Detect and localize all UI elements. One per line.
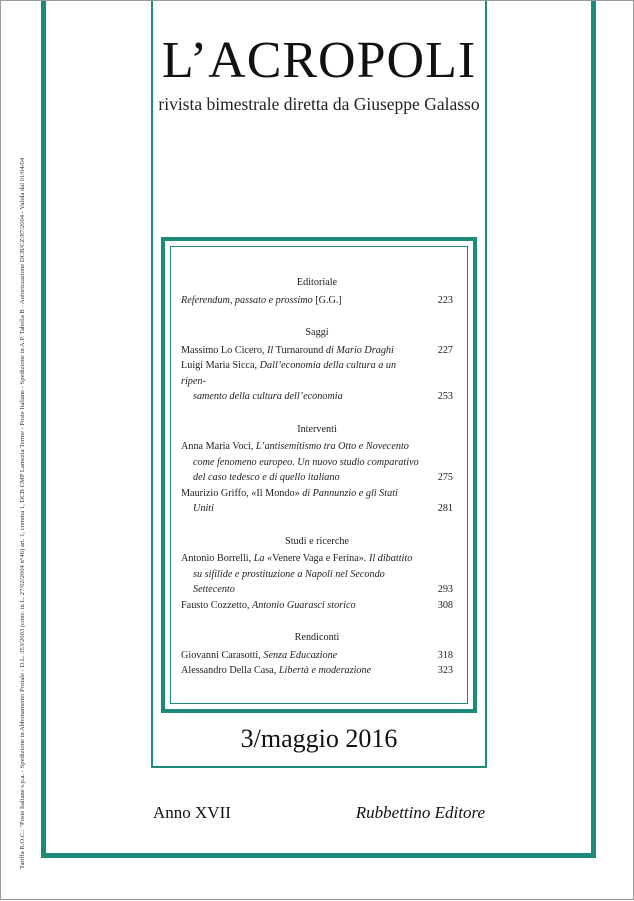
page-number: 323 — [437, 665, 453, 676]
entry-title: di Mario Draghi — [325, 344, 394, 356]
entry-title: Settecento — [193, 584, 235, 595]
postal-notice: Tariffa R.O.C.: "Poste Italiane s.p.a. - Spedizione in Abbonamento Postale - D.L. 353/2003 (conv. in L. 27/02/2004 n°46) art. 1, comma 1, DCB CMP Lamezia Terme - Poste Italiane - Spedizione in A.P. Tabella B - Autorizzazione DCB/CZ/87/2004 - Valida dal 01/04/04 — [19, 157, 26, 869]
entry-title: La — [253, 553, 265, 564]
toc-entry — [181, 551, 453, 598]
toc-entry — [181, 439, 453, 486]
journal-subtitle: rivista bimestrale diretta da Giuseppe Galasso — [158, 94, 480, 114]
entry-author: Luigi Maria Sicca, — [181, 360, 260, 371]
section-heading: Rendiconti — [294, 632, 340, 643]
toc-entry — [181, 663, 453, 679]
entry-title: «Venere Vaga e Ferina» — [264, 553, 364, 564]
entry-title: come fenomeno europeo. Un nuovo studio comparativo — [193, 456, 419, 468]
entry-title: Uniti — [193, 503, 214, 514]
section-interventi — [181, 422, 453, 517]
entry-author: Alessandro Della Casa, — [181, 665, 279, 676]
entry-author: Massimo Lo Cicero, — [181, 344, 268, 356]
entry-title: del caso tedesco e di quello italiano — [193, 472, 340, 483]
section-heading: Editoriale — [296, 277, 338, 288]
entry-title: «Il Mondo» — [251, 487, 300, 499]
section-rendiconti — [181, 630, 453, 679]
entry-title: Il — [267, 344, 274, 356]
section-heading: Studi e ricerche — [285, 535, 349, 547]
toc-entry — [181, 358, 453, 405]
toc-entry — [181, 648, 453, 664]
table-of-contents — [181, 275, 453, 696]
issue-number: 3/maggio 2016 — [240, 724, 398, 753]
entry-title: di Pannunzio e gli Stati — [299, 487, 398, 499]
section-editoriale — [181, 275, 453, 308]
entry-author: Maurizio Griffo, — [181, 487, 252, 499]
entry-author: Antonio Borrelli, — [181, 553, 254, 564]
publisher-name: Rubbettino Editore — [355, 803, 485, 822]
entry-title: Turnaround — [273, 344, 326, 356]
entry-title: L’antisemitismo tra Otto e Novecento — [255, 441, 409, 452]
postal-side-strip — [1, 1, 37, 901]
entry-title: Antonio Guarasci storico — [252, 599, 356, 611]
entry-author: Anna Maria Voci, — [181, 441, 256, 452]
entry-author: Giovanni Carasotti, — [181, 649, 264, 661]
section-heading: Interventi — [297, 423, 337, 435]
entry-title: . Il dibattito — [363, 553, 413, 564]
section-studi-e-ricerche — [181, 534, 453, 614]
page-number: 318 — [437, 649, 453, 661]
toc-entry — [181, 343, 453, 359]
page-number: 275 — [437, 472, 453, 483]
journal-title: L’ACROPOLI — [161, 32, 477, 89]
page-number: 223 — [437, 294, 453, 306]
page-number: 308 — [437, 599, 453, 611]
toc-entry — [181, 598, 453, 614]
section-heading: Saggi — [305, 327, 329, 338]
page-number: 253 — [437, 391, 453, 402]
entry-title: Referendum, passato e prossimo — [181, 294, 313, 306]
page-number: 281 — [437, 503, 453, 514]
entry-title: Dall’economia della cultura a un ripen- — [181, 360, 397, 387]
entry-title: Libertà e moderazione — [278, 665, 372, 676]
entry-title: Senza Educazione — [263, 649, 338, 661]
entry-title: samento della cultura dell’economia — [193, 391, 343, 402]
section-saggi — [181, 325, 453, 405]
table-of-contents-box — [161, 237, 477, 713]
entry-author: Fausto Cozzetto, — [181, 599, 253, 611]
toc-entry — [181, 293, 453, 309]
entry-title: su sifilide e prostituzione a Napoli nel Secondo — [193, 568, 385, 580]
page-number: 227 — [437, 344, 453, 356]
entry-author: [G.G.] — [312, 294, 342, 306]
year-volume: Anno XVII — [153, 803, 231, 822]
toc-entry — [181, 486, 453, 517]
page-number: 293 — [437, 584, 453, 595]
